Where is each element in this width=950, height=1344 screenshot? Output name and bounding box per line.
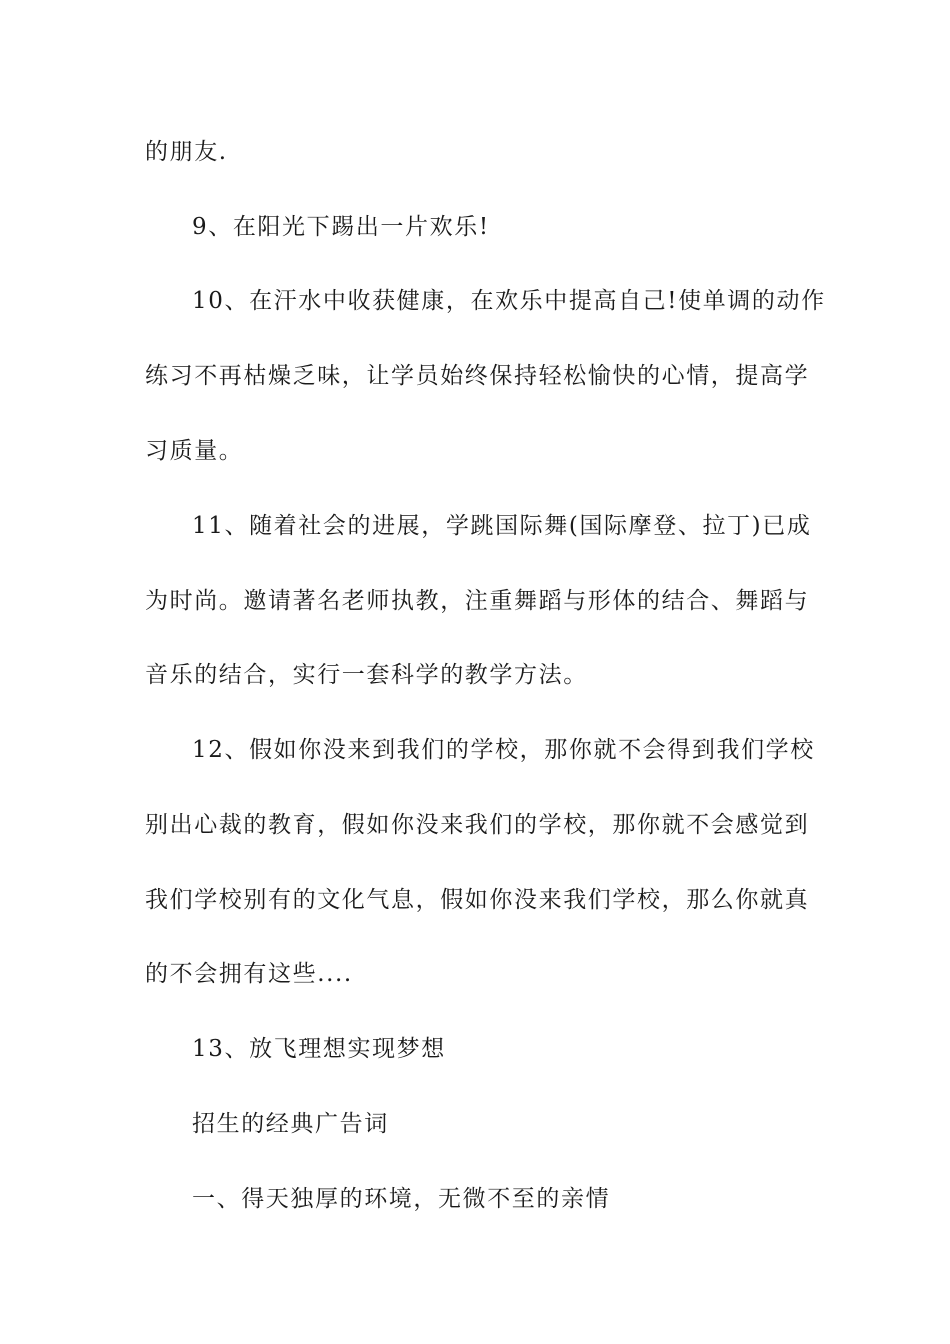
item-11-line-2: 为时尚。邀请著名老师执教，注重舞蹈与形体的结合、舞蹈与 xyxy=(145,588,810,614)
section-item-1: 一、得天独厚的环境，无微不至的亲情 xyxy=(192,1186,611,1212)
item-12-line-1: 12、假如你没来到我们的学校，那你就不会得到我们学校 xyxy=(192,737,815,763)
item-12-line-4: 的不会拥有这些.... xyxy=(145,961,353,987)
item-12-line-2: 别出心裁的教育，假如你没来我们的学校，那你就不会感觉到 xyxy=(145,812,810,838)
item-10-line-1: 10、在汗水中收获健康，在欢乐中提高自己!使单调的动作 xyxy=(192,288,826,314)
item-13-line: 13、放飞理想实现梦想 xyxy=(192,1036,446,1062)
item-10-line-3: 习质量。 xyxy=(145,438,244,464)
item-9-line: 9、在阳光下踢出一片欢乐! xyxy=(192,214,490,240)
text-line-continuation: 的朋友. xyxy=(145,139,228,165)
item-12-line-3: 我们学校别有的文化气息，假如你没来我们学校，那么你就真 xyxy=(145,887,810,913)
item-11-line-3: 音乐的结合，实行一套科学的教学方法。 xyxy=(145,662,588,688)
item-11-line-1: 11、随着社会的进展，学跳国际舞(国际摩登、拉丁)已成 xyxy=(192,513,812,539)
section-heading: 招生的经典广告词 xyxy=(192,1111,389,1137)
item-10-line-2: 练习不再枯燥乏味，让学员始终保持轻松愉快的心情，提高学 xyxy=(145,363,810,389)
